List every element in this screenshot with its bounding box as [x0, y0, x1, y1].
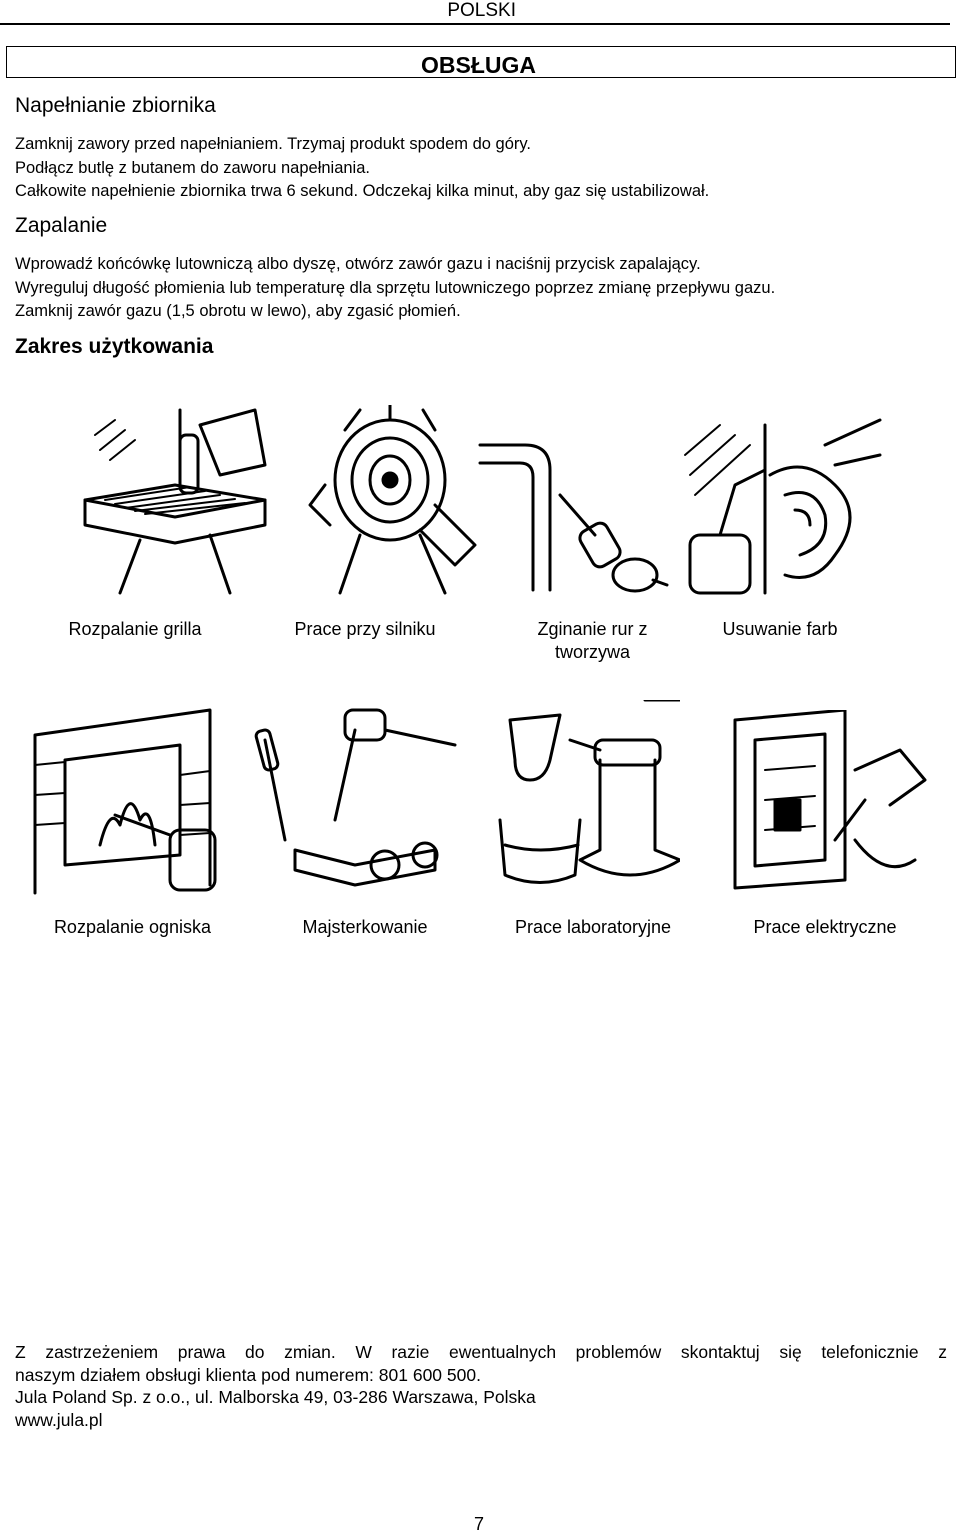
paint-removal-illustration [675, 415, 885, 595]
caption-grill: Rozpalanie grilla [68, 619, 202, 639]
ignition-line-3: Zamknij zawór gazu (1,5 obrotu w lewo), aby zgasić płomień. [15, 302, 461, 320]
pipe-bending-illustration [475, 425, 670, 595]
filling-line-3: Całkowite napełnienie zbiornika trwa 6 sekund. Odczekaj kilka minut, aby gaz się ustabilizował. [15, 182, 710, 200]
ignition-heading: Zapalanie [15, 214, 108, 237]
electrical-work-illustration [715, 710, 930, 890]
footer-line-1: Z zastrzeżeniem prawa do zmian. W razie ewentualnych problemów skontaktuj się telefonicznie z [15, 1342, 947, 1362]
filling-line-2: Podłącz butlę z butanem do zaworu napełniania. [15, 158, 370, 177]
laboratory-illustration [480, 700, 680, 890]
caption-pipes: Zginanie rur z tworzywa [537, 619, 648, 662]
section-title: OBSŁUGA [421, 52, 536, 78]
caption-fireplace: Rozpalanie ogniska [53, 917, 212, 937]
caption-paint: Usuwanie farb [722, 619, 838, 639]
usage-heading: Zakres użytkowania [15, 335, 214, 358]
ignition-line-1: Wprowadź końcówkę lutowniczą albo dyszę, otwórz zawór gazu i naciśnij przycisk zapalający. [15, 255, 701, 273]
footer-address: Jula Poland Sp. z o.o., ul. Malborska 49, 03-286 Warszawa, Polska [15, 1387, 536, 1407]
filling-line-1: Zamknij zawory przed napełnianiem. Trzymaj produkt spodem do góry. [15, 135, 532, 153]
footer [15, 1341, 947, 1431]
filling-heading: Napełnianie zbiornika [15, 94, 216, 117]
engine-work-illustration [305, 405, 485, 595]
filling-text [15, 133, 709, 204]
caption-diy: Majsterkowanie [302, 917, 428, 937]
ignition-line-2: Wyreguluj długość płomienia lub temperaturę dla sprzętu lutowniczego poprzez zmianę przepływu gazu. [15, 278, 776, 297]
page-number: 7 [474, 1514, 485, 1534]
footer-line-2: naszym działem obsługi klienta pod numerem: 801 600 500. [15, 1364, 481, 1385]
diy-illustration [235, 700, 465, 890]
caption-electrical: Prace elektryczne [753, 917, 897, 937]
caption-laboratory: Prace laboratoryjne [514, 917, 672, 937]
caption-engine: Prace przy silniku [294, 619, 436, 639]
fireplace-lighting-illustration [20, 705, 230, 895]
ignition-text [15, 253, 775, 324]
footer-website: www.jula.pl [15, 1409, 103, 1430]
language-label: POLSKI [447, 0, 516, 21]
header-rule [0, 23, 950, 25]
grill-lighting-illustration [80, 405, 270, 595]
